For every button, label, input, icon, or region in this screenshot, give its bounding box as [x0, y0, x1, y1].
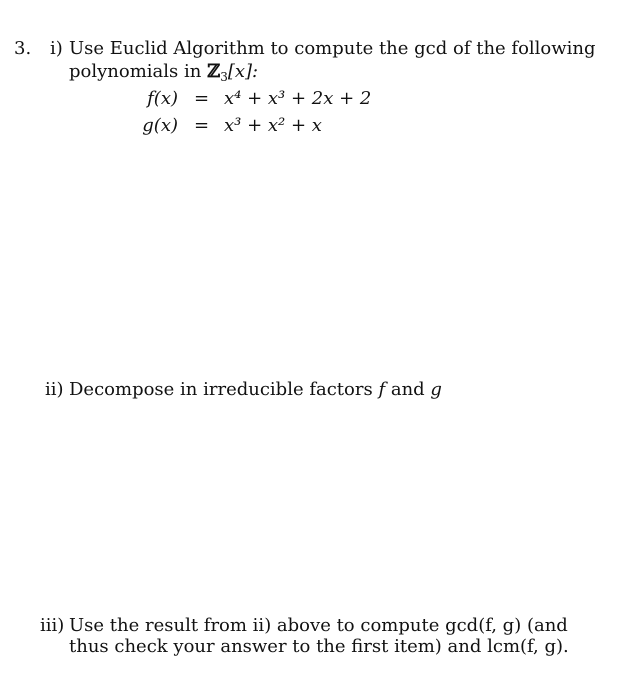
equation-g-rhs: x³ + x² + x: [224, 115, 322, 136]
ring-symbol: ℤ: [207, 61, 221, 82]
equation-g-sign: =: [194, 115, 210, 136]
part-ii-text: [69, 379, 442, 401]
equation-g-lhs: g(x): [142, 115, 178, 136]
part-ii-label: ii): [45, 379, 64, 400]
equation-f-rhs: x⁴ + x³ + 2x + 2: [224, 88, 372, 109]
equation-g: [0, 115, 630, 137]
part-i-label: i): [50, 38, 63, 59]
equation-f-lhs: f(x): [147, 88, 178, 109]
equation-f: [0, 88, 630, 110]
part-i-line1: Use Euclid Algorithm to compute the gcd of the following: [69, 38, 596, 59]
ring-variable: [x]:: [227, 61, 259, 82]
equation-f-sign: =: [194, 88, 210, 109]
ring-subscript: 3: [220, 70, 228, 84]
problem-number: 3.: [14, 38, 32, 59]
part-i-line2: [69, 61, 258, 83]
part-i-line2-prefix: polynomials in: [69, 61, 208, 82]
part-iii-label: iii): [40, 615, 65, 636]
part-ii-text-prefix: Decompose in irreducible factors: [69, 379, 379, 400]
part-ii-var-f: f: [378, 379, 386, 400]
part-ii-text-and: and: [385, 379, 431, 400]
part-iii-line2: thus check your answer to the first item) and lcm(f, g).: [69, 636, 569, 657]
part-iii-line1: Use the result from ii) above to compute gcd(f, g) (and: [69, 615, 568, 636]
part-ii-var-g: g: [430, 379, 442, 400]
